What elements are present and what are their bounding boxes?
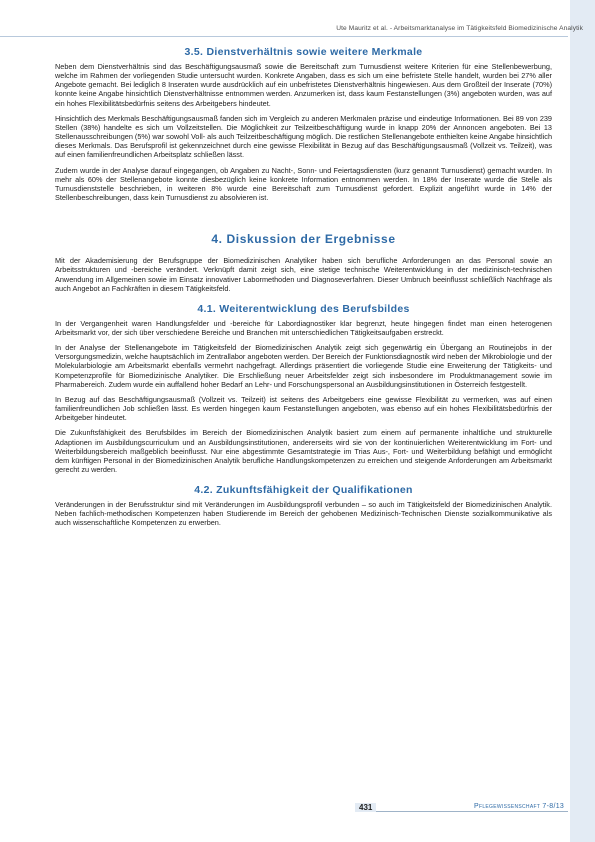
paragraph: Veränderungen in der Berufsstruktur sind mit Veränderungen im Ausbildungsprofil verbunden – so auch im Tätigkeitsfeld der Biomedizinischen Analytik. Neben fachlich-methodischen Kompetenzen haben Studierende im Bereich der gehobenen Medizinisch-Technischen Dienste sozialkommunikative als auch wissenschaftliche Kompetenzen zu erwerben.	[55, 500, 552, 528]
paragraph: Zudem wurde in der Analyse darauf eingegangen, ob Angaben zu Nacht-, Sonn- und Feiertagsdiensten (kurz genannt Turnusdienst) gemacht wurden. In mehr als 60% der Stellenangebote konnte diesbezüglich keine konkrete Information entnommen werden. In 18% der Inserate wurde die Stelle als Turnusdienststelle beschrieben, in weiteren 8% wurde eine Bereitschaft zum Turnusdienst gefordert. Explizit angeführt wurde in 14% der Stellenbeschreibungen, dass kein Turnusdienst zu absolvieren ist.	[55, 165, 552, 203]
journal-name: Pflegewissenschaft 7-8/13	[474, 803, 565, 810]
paragraph: Neben dem Dienstverhältnis sind das Beschäftigungsausmaß sowie die Bereitschaft zum Turnusdienst weitere Kriterien für eine Stellenbewerbung, welche im Rahmen der vorliegenden Studie untersucht wurden. Konkrete Angaben, dass es sich um eine befristete Stelle handelt, wurden bei 27% aller Angebote gemacht. Bei lediglich 8 Inseraten wurde ausdrücklich auf ein unbefristetes Dienstverhältnis hingewiesen. Aus dem Großteil der Inserate (70%) konnte keine Angabe hinsichtlich Dienstverhältnisse entnommen werden. Anzumerken ist, dass kaum Festanstellungen (3%) angeboten wurden, was auf ein hohes Flexibilitätsbedürfnis seitens des Arbeitgebers hindeutet.	[55, 62, 552, 108]
paragraph: In Bezug auf das Beschäftigungsausmaß (Vollzeit vs. Teilzeit) ist seitens des Arbeitgebers eine gewisse Flexibilität zu vermerken, was auf einen familienfreundlichen Job schließen lässt. Es werden hingegen kaum Festanstellungen angeboten, was ebenso auf ein hohes Flexibilitätsbedürfnis der Arbeitgeber hindeutet.	[55, 394, 552, 423]
paragraph: Die Zukunftsfähigkeit des Berufsbildes im Bereich der Biomedizinischen Analytik basiert zum einem auf permanente inhaltliche und strukturelle Adaptionen im Ausbildungscurriculum und an Ausbildungsinstitutionen, andererseits wird sie von der kontinuierlichen Weiterentwicklung im Fort- und Weiterbildungsbereich maßgeblich beeinflusst. Nur eine abgestimmte Gesamtstrategie im Trias Aus-, Fort- und Weiterbildung befähigt und ermöglicht dem künftigen Personal in der Biomedizinischen Analytik berufliche Handlungskompetenzen zu erreichen und steigende Anforderungen am Arbeitsmarkt gerecht zu werden.	[55, 428, 552, 474]
paragraph: Mit der Akademisierung der Berufsgruppe der Biomedizinischen Analytiker haben sich berufliche Anforderungen an das Personal sowie an Arbeitsstrukturen und -bereiche verändert. Verknüpft damit zeigt sich, eine stetige technische Weiterentwicklung in der medizinisch-technischen Anwendung im Allgemeinen sowie im Einsatz innovativer Labormethoden und Diagnoseverfahren. Dieser Umbruch beeinflusst schließlich Nachfrage als auch Angebot an Fachkräften in diesem Tätigkeitsfeld.	[55, 256, 552, 293]
paragraph: In der Analyse der Stellenangebote im Tätigkeitsfeld der Biomedizinischen Analytik zeigt sich gegenwärtig ein Übergang an Routinejobs in der Versorgungsmedizin, welche hauptsächlich im Zentrallabor angeboten werden. Der Bereich der Funktionsdiagnostik wird neben der Mikrobiologie und der Molekularbiologie am Arbeitsmarkt ebenfalls vermehrt nachgefragt. Allerdings präsentiert die vorliegende Studie eine Erweiterung der Tätigkeits- und Kompetenzprofile für Biomedizinische Analytiker. Die Erschließung neuer Arbeitsfelder zeigt sich insbesondere im Produktmanagement sowie im Pharmabereich. Zudem wurde ein auffallend hoher Bedarf an Lehr- und Forschungspersonal an Ausbildungsinstitutionen in Österreich festgestellt.	[55, 343, 552, 389]
page-content	[55, 46, 552, 534]
section-heading-4-2: 4.2. Zukunftsfähigkeit der Qualifikationen	[194, 484, 413, 497]
footer-rule	[360, 811, 568, 812]
section-heading-3-5: 3.5. Dienstverhältnis sowie weitere Merkmale	[184, 46, 423, 58]
margin-strip	[570, 0, 595, 842]
page-number: 431	[355, 803, 376, 812]
paragraph: In der Vergangenheit waren Handlungsfelder und -bereiche für Labordiagnostiker klar begrenzt, heute hingegen findet man einen heterogenen Arbeitsmarkt vor, der sich über verschiedene Bereiche und Branchen mit unterschiedlichen Tätigkeitsaufgaben erstreckt.	[55, 318, 552, 337]
section-heading-4: 4. Diskussion der Ergebnisse	[211, 232, 396, 247]
section-heading-4-1: 4.1. Weiterentwicklung des Berufsbildes	[197, 302, 410, 315]
paragraph: Hinsichtlich des Merkmals Beschäftigungsausmaß fanden sich im Vergleich zu anderen Merkmalen präzise und eindeutige Informationen. Bei 89 von 239 Stellen (38%) handelte es sich um Vollzeitstellen. Die Möglichkeit zur Teilzeitbeschäftigung wurde in knapp 20% der Annoncen angeboten. Bei 13 Stellenausschreibungen (5%) war sowohl Voll- als auch Teilzeitbeschäftigung möglich. Die restlichen Stellenangebote enthielten keine Angabe hinsichtlich dieses Merkmals. Das Berufsprofil ist gekennzeichnet durch eine gewisse Flexibilität in Bezug auf das Beschäftigungsausmaß (Vollzeit vs. Teilzeit), was auf einen familienfreundlichen Arbeitsplatz schließen lässt.	[55, 113, 552, 160]
running-head: Ute Mauritz et al. - Arbeitsmarktanalyse im Tätigkeitsfeld Biomedizinische Analytik	[336, 25, 583, 32]
